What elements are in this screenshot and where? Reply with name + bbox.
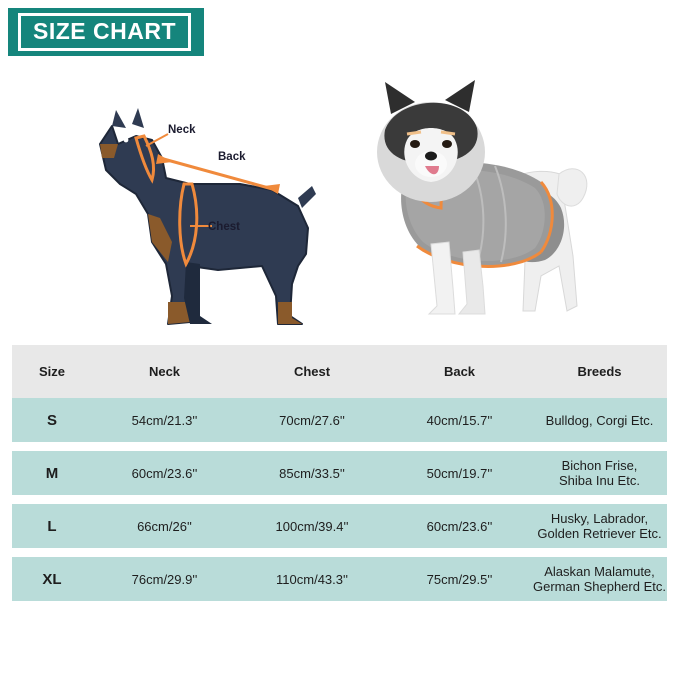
table-row (12, 398, 667, 442)
label-neck: Neck (168, 124, 196, 136)
cell-chest: 85cm/33.5'' (237, 451, 387, 495)
size-chart-table (12, 345, 667, 601)
label-chest: Chest (208, 221, 240, 233)
size-chart-banner (8, 8, 204, 56)
breed-line: Alaskan Malamute, (544, 564, 655, 579)
page-title: SIZE CHART (33, 18, 176, 44)
column-header-neck: Neck (92, 345, 237, 398)
dog-product-photo (345, 56, 645, 341)
table-row-spacer (12, 495, 667, 504)
cell-neck: 54cm/21.3'' (92, 398, 237, 442)
dog-in-robe-photo-icon (345, 56, 645, 341)
cell-neck: 66cm/26'' (92, 504, 237, 548)
illustration-area (0, 56, 679, 341)
doberman-diagram-icon (40, 66, 330, 336)
breed-line: Golden Retriever Etc. (537, 526, 662, 541)
cell-chest: 110cm/43.3'' (237, 557, 387, 601)
column-header-size: Size (12, 345, 92, 398)
cell-back: 60cm/23.6'' (387, 504, 532, 548)
table-row-spacer (12, 548, 667, 557)
banner-border (18, 13, 191, 51)
cell-back: 50cm/19.7'' (387, 451, 532, 495)
column-header-chest: Chest (237, 345, 387, 398)
column-header-breeds: Breeds (532, 345, 667, 398)
cell-chest: 70cm/27.6'' (237, 398, 387, 442)
breed-line: German Shepherd Etc. (533, 579, 666, 594)
table-row (12, 557, 667, 601)
cell-neck: 60cm/23.6'' (92, 451, 237, 495)
cell-back: 75cm/29.5'' (387, 557, 532, 601)
breed-line: Bulldog, Corgi Etc. (545, 412, 654, 428)
table-header-row (12, 345, 667, 398)
cell-chest: 100cm/39.4'' (237, 504, 387, 548)
cell-breeds (532, 557, 667, 601)
cell-size: L (12, 504, 92, 548)
column-header-back: Back (387, 345, 532, 398)
breed-line: Bichon Frise, (561, 458, 638, 473)
dog-measurement-diagram (40, 66, 330, 336)
cell-breeds (532, 504, 667, 548)
size-chart-table-wrapper (12, 345, 667, 601)
cell-size: S (12, 398, 92, 442)
table-row (12, 451, 667, 495)
cell-size: M (12, 451, 92, 495)
cell-size: XL (12, 557, 92, 601)
cell-back: 40cm/15.7'' (387, 398, 532, 442)
breed-line: Shiba Inu Etc. (559, 473, 640, 488)
cell-neck: 76cm/29.9'' (92, 557, 237, 601)
cell-breeds (532, 451, 667, 495)
table-row (12, 504, 667, 548)
table-row-spacer (12, 442, 667, 451)
label-back: Back (218, 151, 246, 163)
breed-line: Husky, Labrador, (550, 511, 649, 526)
cell-breeds (532, 398, 667, 442)
